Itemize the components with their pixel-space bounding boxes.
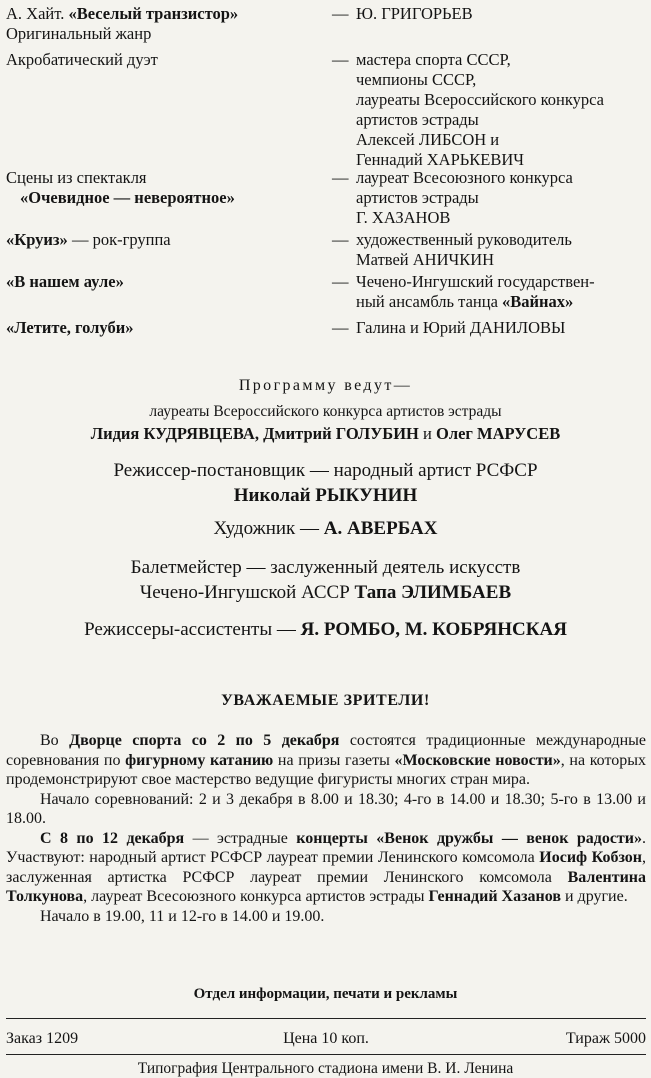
dash: — [332,4,349,23]
act-performer: Ю. ГРИГОРЬЕВ [356,4,473,23]
dash: — [332,272,349,291]
price: Цена 10 коп. [283,1030,369,1047]
dash: — [332,168,349,187]
act-title: Сцены из спектакля «Очевидное — невероятное» [6,168,235,207]
act-title: «Летите, голуби» [6,318,134,337]
hosts-names: Лидия КУДРЯВЦЕВА, Дмитрий ГОЛУБИН и Олег МАРУСЕВ [90,424,561,443]
order-number: Заказ 1209 [6,1030,79,1047]
act-performer: Чечено-Ингушский государствен- ный ансамбль танца «Вайнах» [356,272,595,311]
artist-credit: Художник — А. АВЕРБАХ [213,518,438,539]
hosts-heading: Программу ведут— [238,377,413,394]
assistants-credit: Режиссеры-ассистенты — Я. РОМБО, М. КОБРЯНСКАЯ [84,619,567,640]
notice-paragraph: Начало в 19.00, 11 и 12-го в 14.00 и 19.00. [40,907,325,925]
act-performer: мастера спорта СССР, чемпионы СССР, лауреаты Всероссийского конкурса артистов эстрады Алексей ЛИБСОН и Геннадий ХАРЬКЕВИЧ [356,50,605,169]
ballet-credit: Чечено-Ингушской АССР Тапа ЭЛИМБАЕВ [139,582,512,603]
act-title: Акробатический дуэт [6,50,158,69]
department: Отдел информации, печати и рекламы [193,986,458,1002]
hosts-title: лауреаты Всероссийского конкурса артистов эстрады [149,403,502,420]
ballet-label: Балетмейстер — заслуженный деятель искусств [130,557,521,578]
notice-paragraph: С 8 по 12 декабря — эстрадные концерты «Венок дружбы — венок радости». Участвуют: народный артист РСФСР лауреат премии Ленинского комсомола Иосиф Кобзон, заслуженная артистка РСФСР лауреат премии Ленинского комсомола Валентина Толкунова, лауреат Всесоюзного конкурса артистов эстрады Геннадий Хазанов и другие. [6,829,647,905]
act-title: «В нашем ауле» [6,272,124,291]
print-run: Тираж 5000 [565,1030,646,1047]
director-label: Режиссер-постановщик — народный артист РСФСР [113,460,538,481]
notice-body [6,731,646,926]
director-name: Николай РЫКУНИН [233,485,418,506]
dash: — [332,318,349,337]
notice-title: УВАЖАЕМЫЕ ЗРИТЕЛИ! [221,692,430,709]
act-title: «Круиз» — рок-группа [6,230,171,249]
printer: Типография Центрального стадиона имени В. И. Ленина [137,1060,514,1077]
act-performer: художественный руководитель Матвей АНИЧКИН [356,230,572,269]
divider [6,1018,646,1019]
act-title: А. Хайт. «Веселый транзистор» [6,4,239,23]
notice-paragraph: Во Дворце спорта со 2 по 5 декабря состоятся традиционные международные соревнования по фигурному катанию на призы газеты «Московские новости», на которых продемонстрируют свое мастерство ведущие фигуристы многих стран мира. [6,732,647,788]
dash: — [332,230,349,249]
act-performer: Галина и Юрий ДАНИЛОВЫ [356,318,566,337]
act-title: Оригинальный жанр [6,24,152,43]
dash: — [332,50,349,69]
act-performer: лауреат Всесоюзного конкурса артистов эстрады Г. ХАЗАНОВ [356,168,573,227]
divider [6,1054,646,1055]
notice-paragraph: Начало соревнований: 2 и 3 декабря в 8.00 и 18.30; 4-го в 14.00 и 18.30; 5-го в 13.00 и 18.00. [6,790,646,827]
